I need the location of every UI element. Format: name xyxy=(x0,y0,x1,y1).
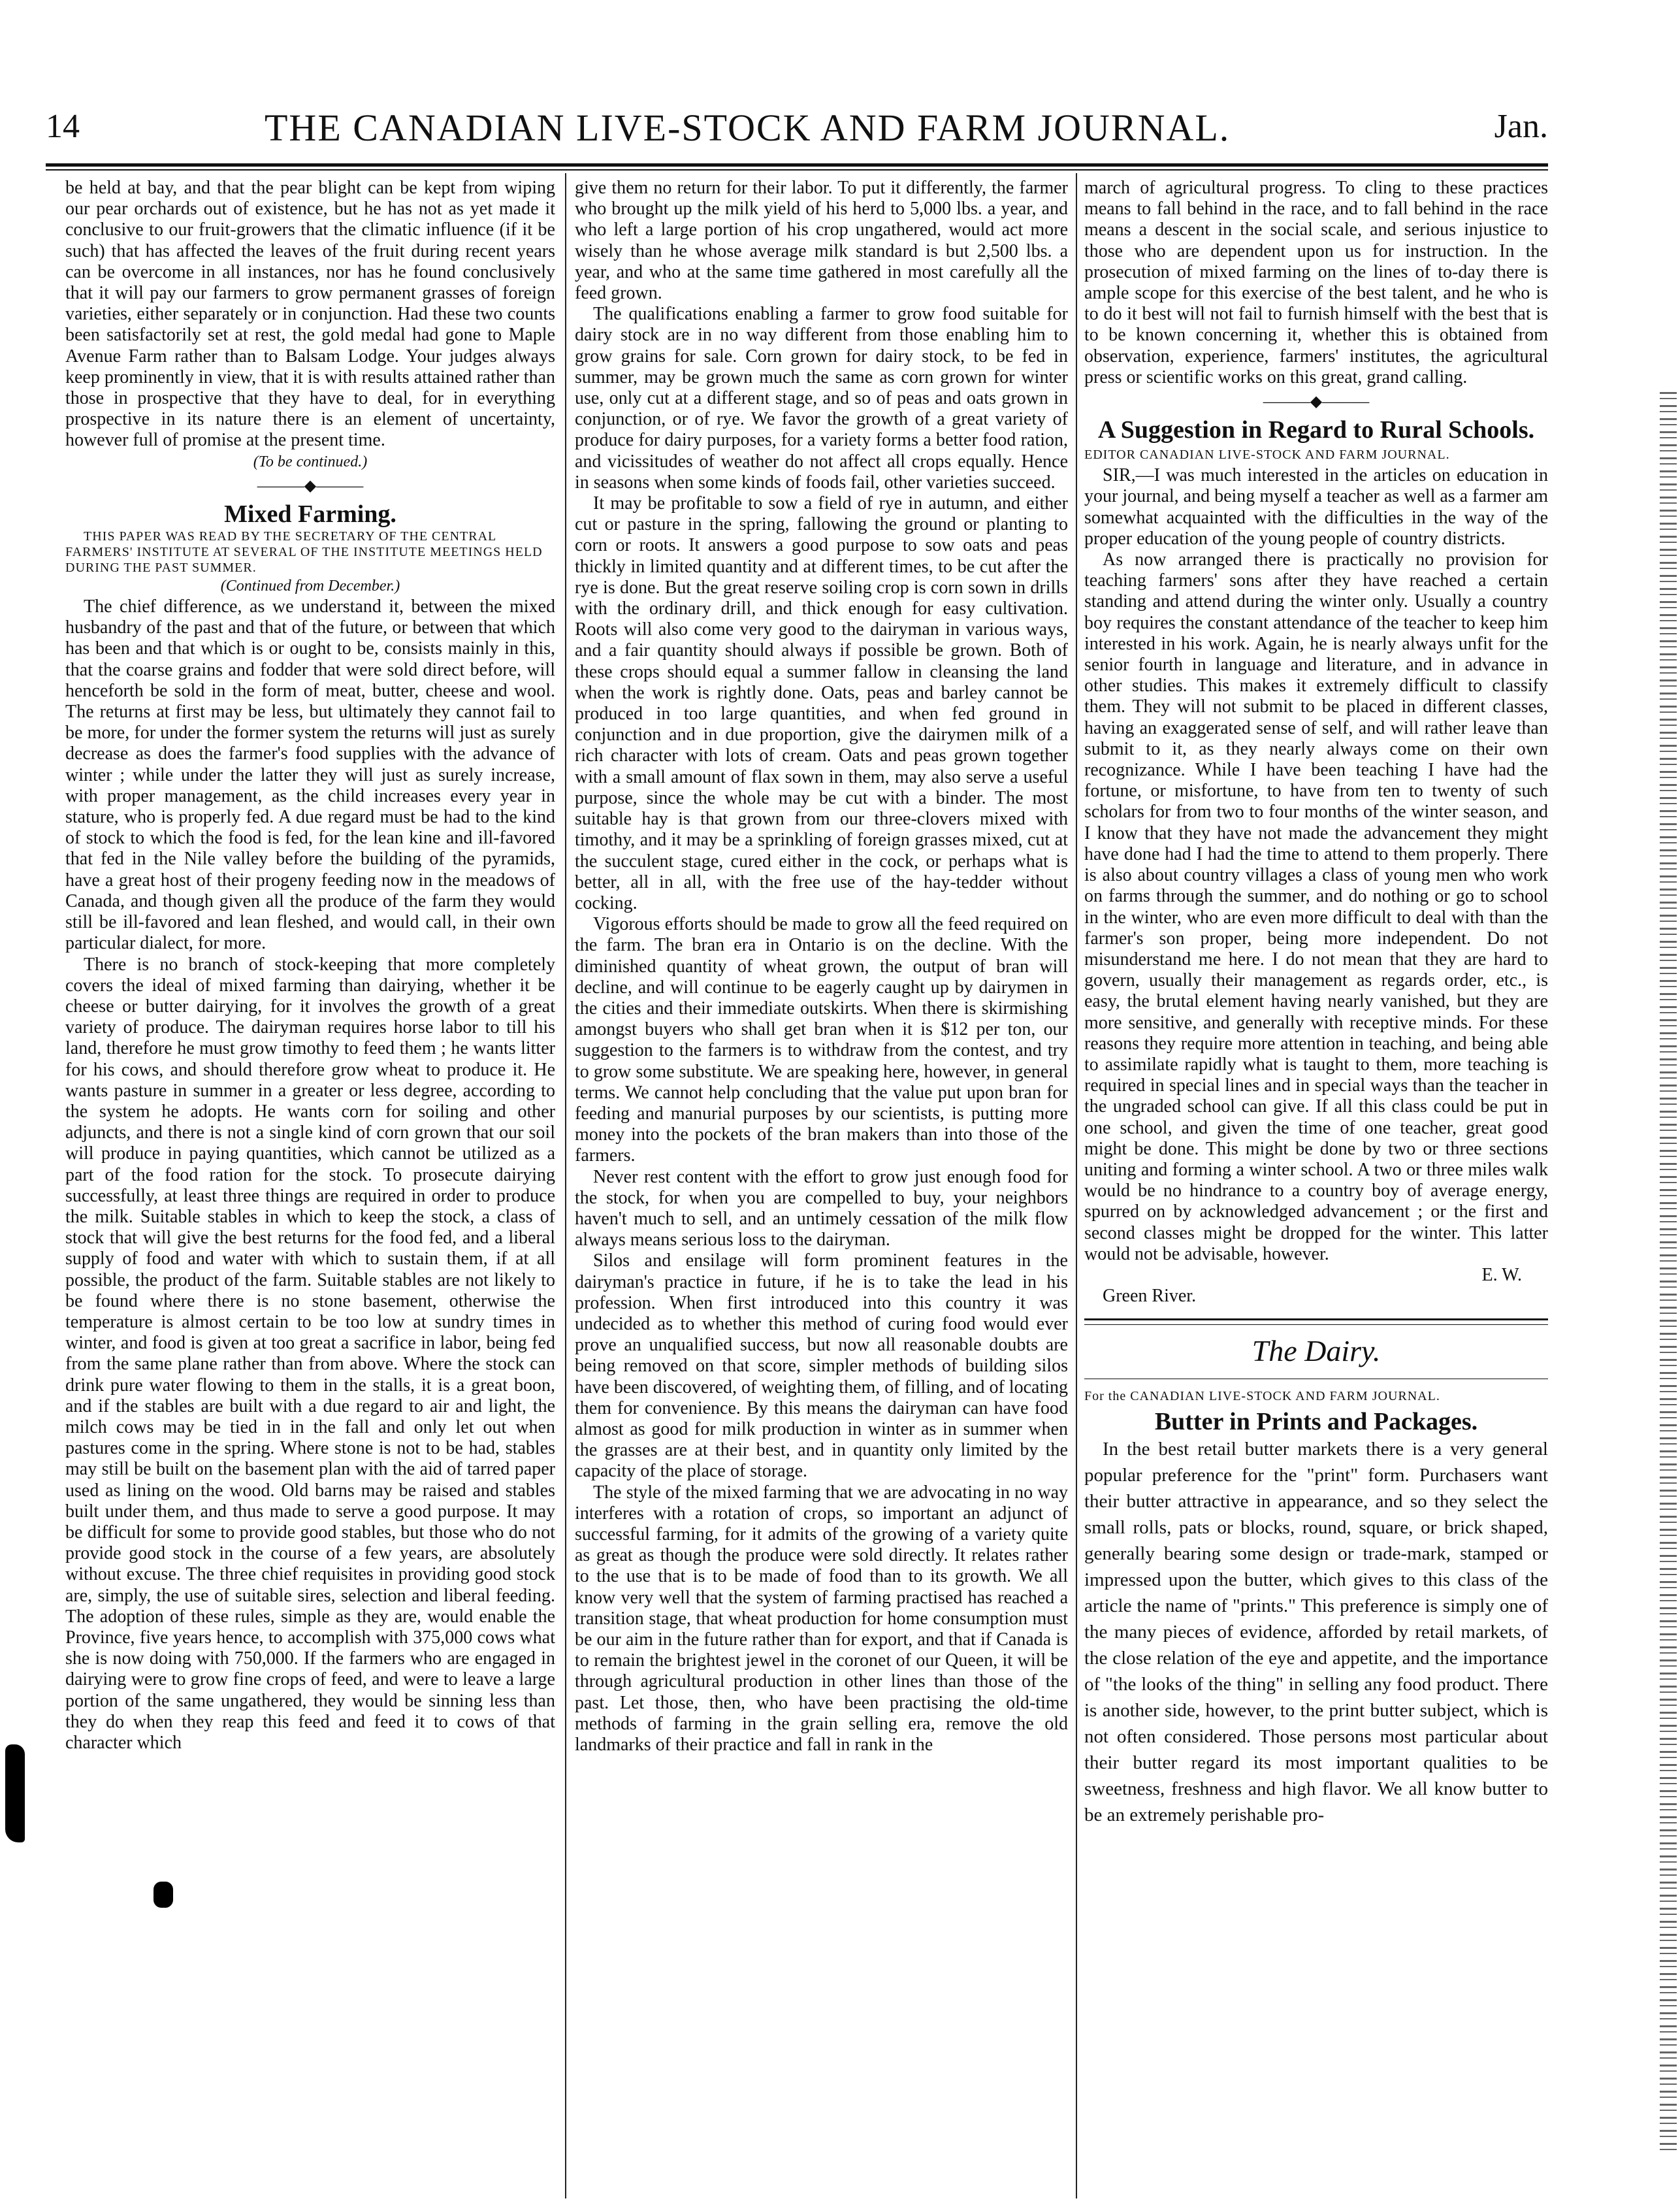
section-rule xyxy=(1084,1324,1548,1325)
continued-note: (To be continued.) xyxy=(253,453,368,470)
issue-month: Jan. xyxy=(1494,108,1548,145)
paragraph: Never rest content with the effort to grow just enough food for the stock, for when you are compelled to buy, your neighbors haven't much to sell, and an untimely cessation of the milk flow always means serious loss to the dairyman. xyxy=(575,1166,1068,1250)
place-line: Green River. xyxy=(1103,1286,1197,1307)
paragraph: Vigorous efforts should be made to grow all the feed required on the farm. The bran era in Ontario is on the decline. With the diminished quantity of wheat grown, the output of bran will decline, and will continue to be eagerly caught up by dairymen in the cities and their immediate outskirts. When there is skirmishing amongst buyers who shall get bran when it is $12 per ton, our suggestion to the farmers is to withdraw from the contest, and try to grow some substitute. We are speaking here, however, in general terms. We cannot help concluding that the value put upon bran for feeding and manurial purposes by our scientists, is putting more money into the pockets of the bran makers than into those of the farmers. xyxy=(575,914,1068,1166)
signature: E. W. xyxy=(1481,1264,1522,1285)
paragraph: The chief difference, as we understand it, between the mixed husbandry of the past and that of the future, or between that which has been and that which is or ought to be, consists mainly in this, that the coarse grains and fodder that were sold direct before, will henceforth be sold in the form of meat, butter, cheese and wool. The returns at first may be less, but ultimately they cannot fail to be more, for under the former system the returns will just as surely decrease as does the farmer's food supplies with the advance of winter ; while under the latter they will just as surely increase, with proper management, as the child increases every year in stature, who is properly fed. A due regard must be had to the kind of stock to which the food is fed, for the lean kine and ill-favored that fed in the Nile valley before the building of the pyramids, have a great host of their progeny feeding now in the meadows of Canada, and though given all the produce of the farm they would still be ill-favored and lean fleshed, and would call, in their own particular dialect, for more. xyxy=(65,596,555,954)
article-heading: Mixed Farming. xyxy=(224,500,396,528)
dairy-article xyxy=(1084,1436,1548,1828)
continued-note: (Continued from December.) xyxy=(220,577,400,595)
paragraph: Silos and ensilage will form prominent features in the dairyman's practice in future, if he is to take the lead in his profession. When first introduced into this country it was undecided as to whether this method of curing food would ever prove an unqualified success, but now all reasonable doubts are being removed on that score, simpler methods of building silos have been discovered, of weighting them, of filling, and of locating them for convenience. By this means the dairyman can have food almost as good for milk production in winter as in summer when the grasses are at their best, and in quantity only limited by the capacity of the place of storage. xyxy=(575,1250,1068,1482)
paragraph: march of agricultural progress. To cling to these practices means to fall behind in the race, and to fall behind in the race means a descent in the social scale, and serious injustice to those who are dependent upon us for instruction. In the prosecution of mixed farming on the lines of to-day there is ample scope for this exercise of the best talent, and he who is to do it best will not fail to furnish himself with the best that is to be known concerning it, whether this is obtained from observation, experience, farmers' institutes, the agricultural press or scientific works on this great, grand calling. xyxy=(1084,178,1548,387)
paragraph: be held at bay, and that the pear blight can be kept from wiping our pear orchards out of existence, but he has not as yet made it conclusive to our fruit-growers that the climatic influence (if it be such) that has affected the leaves of the fruit during recent years can be overcome in all instances, nor has he found conclusively that it will pay our farmers to grow permanent grasses of foreign varieties, either separately or in conjunction. Had these two counts been satisfactorily set at rest, the gold medal had gone to Maple Avenue Farm rather than to Balsam Lodge. Your judges always keep prominently in view, that it is with results attained rather than those in prospective that they have to deal, for in everything prospective in its nature there is an element of uncertainty, however full of promise at the present time. xyxy=(65,178,555,451)
editor-line: EDITOR CANADIAN LIVE-STOCK AND FARM JOURNAL. xyxy=(1084,448,1450,463)
column-1 xyxy=(65,178,555,2197)
journal-title: THE CANADIAN LIVE-STOCK AND FARM JOURNAL. xyxy=(265,106,1231,149)
masthead-rule xyxy=(46,163,1548,171)
paragraph: It may be profitable to sow a field of rye in autumn, and either cut or pasture in the spring, fallowing the ground or planting to corn or roots. It answers a good purpose to sow oats and peas thickly in limited quantity and at different times, to be cut after the rye is done. But the great reserve soiling crop is corn sown in drills with the ordinary drill, and thick enough for easy cultivation. Roots will also come very good to the dairyman in various ways, and a fair quantity should always if possible be grown. Both of these crops should equal a summer fallow in cleansing the land when the work is rightly done. Oats, peas and barley cannot be produced in too large quantities, and when fed ground in conjunction and in due proportion, give the dairymen milk of a rich character with lots of cream. Oats and peas grown together with a small amount of flax sown in them, may also serve a useful purpose, since the whole may be cut with a binder. The most suitable hay is that grown from our three-clovers mixed with timothy, and it may be a sprinkling of foreign grasses mixed, cut at the succulent stage, cured either in the cock, or perhaps what is better, all in all, with the free use of the hay-tedder without cocking. xyxy=(575,493,1068,913)
page-number: 14 xyxy=(46,108,80,145)
ink-blot xyxy=(153,1882,173,1908)
paragraph: The style of the mixed farming that we are advocating in no way interferes with a rotation of crops, so important an adjunct of successful farming, for it admits of the growing of a variety quite as great as though the produce were sold directly. It relates rather to the use that is to be made of food than to its growth. We all know very well that the system of farming practised has reached a transition stage, that wheat production for home consumption must be our aim in the future rather than for export, and that if Canada is to remain the brightest jewel in the coronet of our Queen, it will be through agricultural production in other lines than those of the past. Let those, then, who have been practising the old-time methods of farming in the grain selling era, remove the old landmarks of their practice and fall in rank in the xyxy=(575,1482,1068,1756)
paragraph: In the best retail butter markets there is a very general popular preference for the "print" form. Purchasers want their butter attractive in appearance, and so they select the small rolls, pats or blocks, round, square, or brick shaped, generally bearing some design or trade-mark, stamped or impressed upon the butter, which gives to this class of the article the name of "prints." This preference is simply one of the many pieces of evidence, afforded by retail markets, of the close relation of the eye and appetite, and the importance of "the looks of the thing" in selling any food product. There is another side, however, to the print butter subject, which is not often considered. Those persons most particular about their butter regard its most important qualities to be sweetness, freshness and high flavor. We all know butter to be an extremely perishable pro- xyxy=(1084,1438,1548,1825)
paragraph: As now arranged there is practically no provision for teaching farmers' sons after they have reached a certain standing and attend during the winter only. Usually a country boy requires the constant attendance of the teacher to keep him interested in his work. Again, he is nearly always unfit for the senior fourth in language and literature, and in advance in other studies. This makes it extremely difficult to classify them. They will not submit to be placed in different classes, having an exaggerated sense of self, and will rather leave than submit to it, as they nearly always come on their own recognizance. While I have been teaching I have had the fortune, or misfortune, to have from ten to twenty of such scholars for from two to four months of the winter season, and I know that they have not made the advancement they might have done had I had the time to attend to them properly. There is also about country villages a class of young men who work on farms through the summer, and do nothing or go to school in the winter, who are even more difficult to deal with than the farmer's son proper, being more independent. Do not misunderstand me here. I do not mean that they are hard to govern, usually their management as regards order, etc., is easy, the brutal element having nearly vanished, but they are more sensitive, and generally with receptive minds. For these reasons they require more attention in teaching, and being able to assimilate rapidly what is taught to them, more teaching is required in special lines and in special ways than the teacher in the ungraded school can give. If all this class could be put in one school, and given the time of one teacher, great good might be done. This might be done by two or three sections uniting and forming a winter school. A two or three miles walk would be no hindrance to a country boy of average energy, spurred on by acknowledged advancement ; or the first and second classes might be dropped for the winter. This latter would not be advisable, however. xyxy=(1084,549,1548,1264)
column-3 xyxy=(1084,178,1548,2197)
paragraph: There is no branch of stock-keeping that more completely covers the ideal of mixed farming than dairying, whether it be cheese or butter dairying, for it involves the growth of a great variety of produce. The dairyman requires horse labor to till his land, therefore he must grow timothy to feed them ; he wants litter for his cows, and should therefore grow wheat to produce it. He wants pasture in summer in a greater or less degree, according to the system he adopts. He wants corn for soiling and other adjuncts, and there is not a single kind of corn grown that our soil will produce in paying quantities, which cannot be utilized as a part of the food ration for the stock. To prosecute dairying successfully, at least three things are required in order to produce the milk. Suitable stables in which to keep the stock, a class of stock that will give the best returns for the food fed, and a liberal supply of food and water with which to sustain them, if at all possible, the product of the farm. Suitable stables are not likely to be found where there is no stone basement, otherwise the temperature is almost certain to be too low at sundry times in winter, and food is given at too great a sacrifice in labor, being fed from the same plane rather than from above. Where the stock can drink pure water flowing to them in the stalls, it is a great boon, and if the stables are built with a due regard to air and light, the milch cows may be tied in in the fall and only let out when pastures come in the spring. Where stone is not to be had, stables may still be built on the basement plan with the aid of tarred paper used as lining on the wood. Old barns may be raised and stables built under them, and thus made to serve a good purpose. It may be difficult for some to provide good stables, but those who do not provide good stock in the course of a few years, are absolutely without excuse. The three chief requisites in providing good stock are, simply, the use of suitable sires, selection and liberal feeding. The adoption of these rules, simple as they are, would enable the Province, five years hence, to accomplish with 375,000 cows what she is now doing with 750,000. If the farmers who are engaged in dairying were to grow fine crops of feed, and were to leave a large portion of the same ungathered, they would be sinning less than they do when they reap this feed and feed it to cows of that character which xyxy=(65,954,555,1754)
paragraph: The qualifications enabling a farmer to grow food suitable for dairy stock are in no way different from those enabling him to grow grains for sale. Corn grown for dairy stock, to be fed in summer, may be grown much the same as corn grown for winter use, only cut at a different stage, and so of peas and oats grown in conjunction, or of rye. We favor the growth of a great variety of produce for dairy purposes, for a variety forms a better food ration, and vicissitudes of weather do not affect all crops equally. Hence in seasons when some kinds of foods fail, other varieties succeed. xyxy=(575,304,1068,493)
paragraph: SIR,—I was much interested in the articles on education in your journal, and being myself a teacher as well as a farmer am somewhat acquainted with the difficulties in the way of the proper education of the young people of country districts. xyxy=(1084,465,1548,549)
article-subheading: THIS PAPER WAS READ BY THE SECRETARY OF THE CENTRAL FARMERS' INSTITUTE AT SEVERAL OF THE INSTITUTE MEETINGS HELD DURING THE PAST SUMMER. xyxy=(65,529,543,575)
article-heading: A Suggestion in Regard to Rural Schools. xyxy=(1097,416,1535,444)
column-2 xyxy=(575,178,1068,2197)
for-line: For the CANADIAN LIVE-STOCK AND FARM JOURNAL. xyxy=(1084,1389,1440,1404)
paragraph: give them no return for their labor. To put it differently, the farmer who brought up the milk yield of his herd to 5,000 lbs. a year, and who left a large portion of his crop ungathered, would act more wisely than he whose average milk standard is but 2,500 lbs. a year, and who at the same time gathered in most carefully all the feed grown. xyxy=(575,178,1068,304)
scan-edge-speckle xyxy=(1660,392,1677,2156)
article-heading: Butter in Prints and Packages. xyxy=(1154,1407,1478,1435)
masthead xyxy=(46,98,1548,157)
section-title: The Dairy. xyxy=(1252,1334,1381,1368)
column-divider xyxy=(565,173,566,2198)
section-rule xyxy=(1084,1318,1548,1320)
ornamental-divider: ———◆——— xyxy=(1263,393,1370,411)
ornamental-divider: ———◆——— xyxy=(257,477,364,495)
ink-blot xyxy=(5,1744,25,1842)
column-divider xyxy=(1076,173,1077,2198)
